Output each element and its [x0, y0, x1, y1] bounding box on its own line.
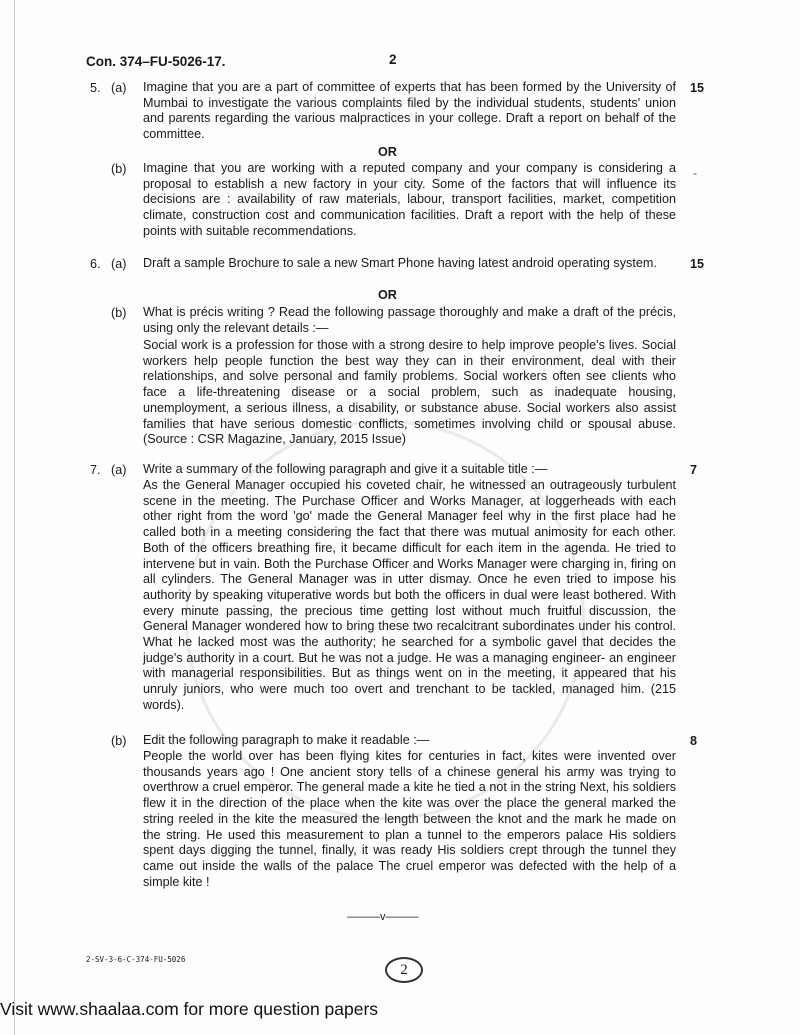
- margin-mark: -: [693, 166, 697, 180]
- q6-number: 6.: [90, 257, 101, 271]
- page-number: 2: [389, 52, 397, 67]
- q7a-label: (a): [111, 463, 127, 477]
- page-stamp: 2: [385, 957, 423, 983]
- q5a-text: Imagine that you are a part of committee of experts that has been formed by the University of Mumbai to investigate the various complaints filed by the individual students, students' union and parents regarding the various malpractices in your college. Draft a report on behalf of the committee.: [143, 80, 676, 142]
- q6-or: OR: [378, 288, 397, 302]
- scan-edge-line: [14, 0, 15, 1035]
- q5-or: OR: [378, 145, 397, 159]
- q7b-text: Edit the following paragraph to make it readable :—: [143, 733, 430, 747]
- q7b-passage: People the world over has been flying kites for centuries in fact, kites were invented over thousands years ago ! One ancient story tells of a chinese general his army was trying to overthrow a cruel emperor. The general made a kite he tied a not in the string Next, his soldiers flew it in the direction of the place when the kite was over the place the general marked the string reeled in the kite the measured the length between the knot and the mark he made on the string. He used this measurement to plan a tunnel to the emperors palace His soldiers spent days digging the tunnel, finally, it was ready His soldiers crept through the tunnel they came out inside the walls of the palace The cruel emperor was defected with the help of a simple kite !: [143, 749, 676, 889]
- visit-link[interactable]: Visit www.shaalaa.com for more question papers: [0, 999, 379, 1019]
- q5a-marks: 15: [690, 81, 705, 95]
- q7a-passage: As the General Manager occupied his coveted chair, he witnessed an outrageously turbulent scene in the meeting. The Purchase Officer and Works Manager, at loggerheads with each other right from the word 'go' made the General Manager feel why in the first place had he called both in a meeting considering the fact that there was mutual animosity for each other. Both of the officers breathing fire, it became difficult for each item in the agenda. He tried to intervene but in vain. Both the Purchase Officer and Works Manager were charging in, firing on all cylinders. The General Manager was in utter dismay. Once he even tried to impose his authority by speaking vituperative words but both the officers in dual were least bothered. With every minute passing, the precious time getting lost without much fruitful discussion, the General Manager wondered how to bring these two recalcitrant subordinates under his control. What he lacked most was the authority; he searched for a symbolic gavel that decides the judge's authority in a court. But he was not a judge. He was a managing engineer- an engineer with managerial responsibilities. But as things went on in the meeting, it appeared that his unruly juniors, who were much too overt and trenchant to be tackled, managed him. (215 words).: [143, 478, 676, 712]
- q5a-label: (a): [111, 81, 127, 95]
- q7-number: 7.: [90, 463, 101, 477]
- q7a-text: Write a summary of the following paragraph and give it a suitable title :—: [143, 462, 548, 476]
- q5b-text: Imagine that you are working with a reputed company and your company is considering a proposal to establish a new factory in your city. Some of the factors that will influence its decisions are : availability of raw materials, labour, transport facilities, market, competition climate, construction cost and communication facilities. Draft a report with the help of these points with suitable recommendations.: [143, 161, 676, 238]
- q5b-label: (b): [111, 162, 127, 176]
- end-separator: ———v———: [347, 911, 419, 923]
- q7b-label: (b): [111, 734, 127, 748]
- q5-number: 5.: [90, 81, 101, 95]
- q6b-text: What is précis writing ? Read the following passage thoroughly and make a draft of the précis, using only the relevant details :—: [143, 305, 676, 335]
- footer-code: 2-SV-3-6-C-374-FU-5026: [86, 955, 186, 964]
- paper-code: Con. 374–FU-5026-17.: [86, 54, 226, 69]
- q6a-text: Draft a sample Brochure to sale a new Smart Phone having latest android operating system.: [143, 256, 657, 270]
- q7b-marks: 8: [690, 734, 698, 748]
- q6b-label: (b): [111, 306, 127, 320]
- q6b-passage: Social work is a profession for those with a strong desire to help improve people's lives. Social workers help people function the best way they can in their environment, deal with their relationships, and solve personal and family problems. Social workers often see clients who face a life-threatening disease or a social problem, such as inadequate housing, unemployment, a serious illness, a disability, or substance abuse. Social workers also assist families that have serious domestic conflicts, sometimes involving child or spousal abuse. (Source : CSR Magazine, January, 2015 Issue): [143, 338, 676, 447]
- q6a-label: (a): [111, 257, 127, 271]
- q6a-marks: 15: [690, 257, 705, 271]
- q7a-marks: 7: [690, 463, 698, 477]
